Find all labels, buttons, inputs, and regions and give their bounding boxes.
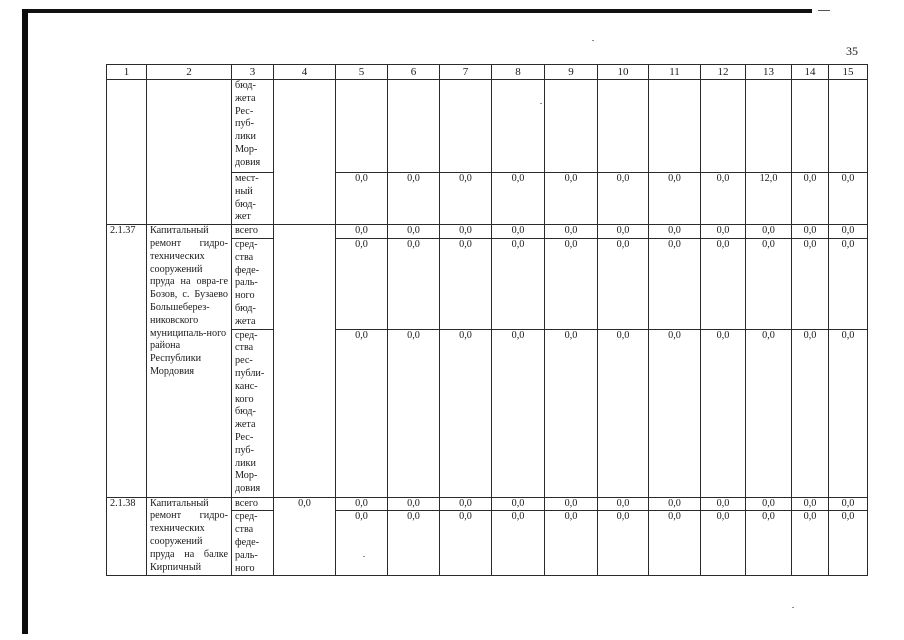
project-name-cell: Капитальный ремонт гидро-технических сооружений пруда на овра-ге Бозов, с. Бузаево Большеберез-никовского муниципаль-ного района Республики Мордовия [147,225,232,497]
scan-edge-top-tail [818,10,830,11]
value-cell: 0,0 [492,238,545,329]
column-number-cell: 13 [746,65,792,80]
empty-cell [598,80,649,173]
table-row [107,225,868,239]
value-cell: 0,0 [746,238,792,329]
value-cell: 0,0 [388,238,440,329]
value-cell: 0,0 [545,225,598,239]
value-cell: 0,0 [792,497,829,511]
value-cell: 0,0 [829,173,868,225]
value-cell: 0,0 [598,511,649,576]
empty-cell [792,80,829,173]
value-cell: 0,0 [598,225,649,239]
empty-cell [746,80,792,173]
value-cell: 0,0 [701,173,746,225]
value-cell: 0,0 [746,225,792,239]
value-cell: 0,0 [746,497,792,511]
value-cell: 12,0 [746,173,792,225]
value-cell: 0,0 [829,225,868,239]
project-code-cell: 2.1.38 [107,497,147,576]
column-number-cell: 1 [107,65,147,80]
value-cell: 0,0 [545,497,598,511]
value-cell: 0,0 [440,238,492,329]
value-cell: 0,0 [649,173,701,225]
budget-table [106,64,868,576]
value-cell: 0,0 [492,511,545,576]
value-cell: 0,0 [829,497,868,511]
empty-cell [440,80,492,173]
value-cell: 0,0 [598,497,649,511]
value-cell: 0,0 [388,173,440,225]
value-cell: 0,0 [649,511,701,576]
empty-cell [829,80,868,173]
value-cell: 0,0 [598,173,649,225]
column-number-cell: 14 [792,65,829,80]
value-cell: 0,0 [336,497,388,511]
empty-cell [336,80,388,173]
value-cell: 0,0 [649,329,701,497]
value-cell: 0,0 [598,329,649,497]
value-cell: 0,0 [792,329,829,497]
value-cell: 0,0 [649,225,701,239]
value-cell: 0,0 [388,329,440,497]
funding-source-cell: всего [232,497,274,511]
value-cell: 0,0 [829,238,868,329]
value-cell: 0,0 [492,497,545,511]
column-number-cell: 12 [701,65,746,80]
column-number-cell: 6 [388,65,440,80]
scan-edge-top [22,9,812,13]
code-cell [107,80,147,225]
column-number-cell: 4 [274,65,336,80]
col4-cell [274,80,336,225]
column-number-cell: 15 [829,65,868,80]
value-cell: 0,0 [388,225,440,239]
value-cell: 0,0 [701,497,746,511]
value-cell: 0,0 [598,238,649,329]
value-cell: 0,0 [336,238,388,329]
value-cell: 0,0 [792,225,829,239]
funding-source-cell: всего [232,225,274,239]
table-row [107,497,868,511]
empty-cell [649,80,701,173]
value-cell: 0,0 [440,497,492,511]
value-cell: 0,0 [649,238,701,329]
value-cell: 0,0 [545,511,598,576]
value-cell: 0,0 [792,511,829,576]
column-number-cell: 2 [147,65,232,80]
value-cell: 0,0 [829,329,868,497]
value-cell: 0,0 [388,511,440,576]
scan-speck [592,40,594,41]
value-cell: 0,0 [829,511,868,576]
value-cell: 0,0 [545,329,598,497]
col4-cell [274,225,336,497]
value-cell: 0,0 [792,238,829,329]
value-cell: 0,0 [388,497,440,511]
value-cell: 0,0 [701,511,746,576]
column-number-cell: 9 [545,65,598,80]
empty-cell [701,80,746,173]
value-cell: 0,0 [792,173,829,225]
funding-source-cell: сред- ства феде- раль- ного [232,511,274,576]
column-number-row [107,65,868,80]
column-number-cell: 11 [649,65,701,80]
value-cell: 0,0 [649,497,701,511]
value-cell: 0,0 [492,329,545,497]
empty-cell [545,80,598,173]
scan-speck [792,607,794,608]
value-cell: 0,0 [336,225,388,239]
column-number-cell: 10 [598,65,649,80]
value-cell: 0,0 [545,238,598,329]
value-cell: 0,0 [336,173,388,225]
value-cell: 0,0 [336,511,388,576]
value-cell: 0,0 [545,173,598,225]
value-cell: 0,0 [440,173,492,225]
value-cell: 0,0 [701,238,746,329]
value-cell: 0,0 [492,173,545,225]
column-number-cell: 3 [232,65,274,80]
funding-source-cell: бюд- жета Рес- пуб- лики Мор- довия [232,80,274,173]
value-cell: 0,0 [440,225,492,239]
value-cell: 0,0 [440,329,492,497]
col4-cell: 0,0 [274,497,336,576]
value-cell: 0,0 [701,225,746,239]
project-code-cell: 2.1.37 [107,225,147,497]
column-number-cell: 8 [492,65,545,80]
empty-cell [388,80,440,173]
value-cell: 0,0 [701,329,746,497]
funding-source-cell: сред- ства феде- раль- ного бюд- жета [232,238,274,329]
funding-source-cell: сред- ства рес- публи- канс- кого бюд- жета Рес- пуб- лики Мор- довия [232,329,274,497]
project-name-cell: Капитальный ремонт гидро-технических сооружений пруда на балке Кирпичный [147,497,232,576]
page-number: 35 [846,44,858,58]
column-number-cell: 7 [440,65,492,80]
column-number-cell: 5 [336,65,388,80]
value-cell: 0,0 [336,329,388,497]
empty-cell [492,80,545,173]
funding-source-cell: мест- ный бюд- жет [232,173,274,225]
name-cell [147,80,232,225]
table-row [107,80,868,173]
value-cell: 0,0 [746,329,792,497]
scan-edge-left [22,9,28,634]
value-cell: 0,0 [440,511,492,576]
value-cell: 0,0 [746,511,792,576]
value-cell: 0,0 [492,225,545,239]
